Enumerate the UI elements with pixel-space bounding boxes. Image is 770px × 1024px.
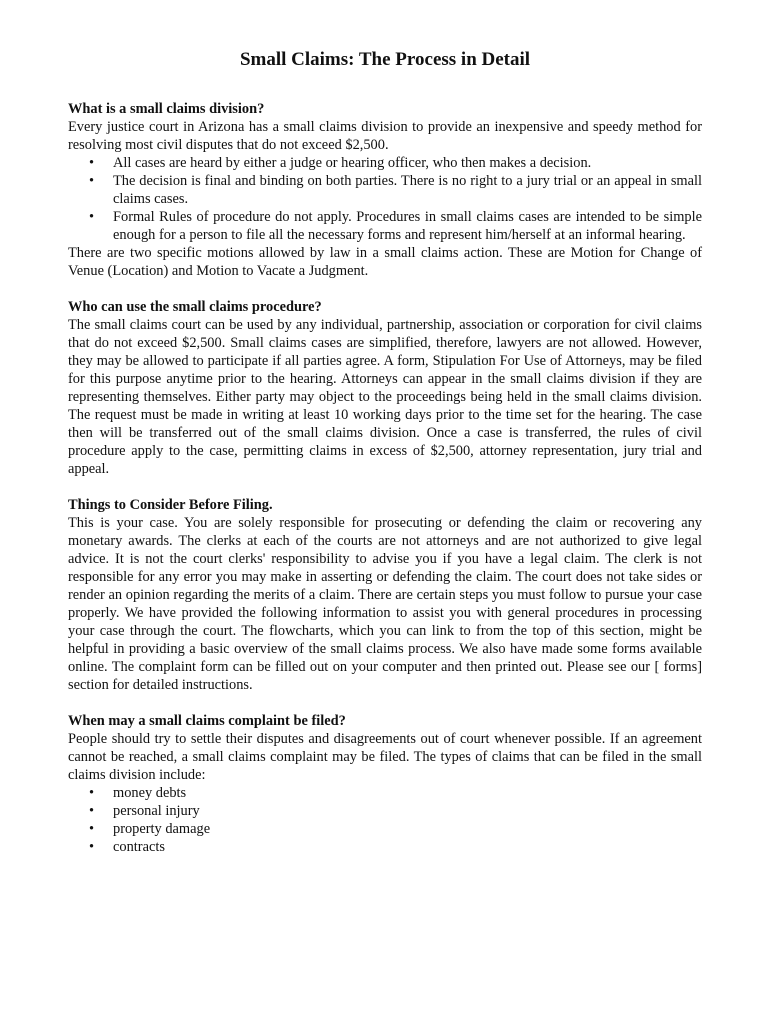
- section-heading: Things to Consider Before Filing.: [68, 497, 273, 513]
- section-paragraph: The small claims court can be used by any individual, partnership, association or corporation for civil claims that do not exceed $2,500. Small claims cases are simplified, therefore, lawyers are not allowed. However, they may be allowed to participate if all parties agree. A form, Stipulation For Use of Attorneys, may be filed for this purpose anytime prior to the hearing. Attorneys can appear in the small claims division if they are representing themselves. Either party may object to the proceedings being held in the small claims division. The request must be made in writing at least 10 working days prior to the time set for the hearing. The case then will be transferred out of the small claims division. Once a case is transferred, the rules of civil procedure apply to the case, permitting claims in excess of $2,500, attorney representation, jury trial and appeal.: [68, 317, 702, 477]
- list-item: [89, 784, 702, 802]
- bullet-icon: •: [89, 839, 95, 855]
- document-title: Small Claims: The Process in Detail: [239, 49, 531, 70]
- list-item: [89, 172, 702, 208]
- list-item: [89, 820, 702, 838]
- list-item-text: personal injury: [113, 803, 200, 819]
- section-when-filed: [68, 712, 702, 856]
- section-who-can-use: [68, 298, 702, 478]
- section-paragraph: There are two specific motions allowed by law in a small claims action. These are Motion for Change of Venue (Location) and Motion to Vacate a Judgment.: [68, 245, 702, 279]
- bullet-icon: •: [89, 173, 95, 189]
- section-things-to-consider: [68, 496, 702, 694]
- section-heading: When may a small claims complaint be filed?: [68, 713, 346, 729]
- bullet-icon: •: [89, 155, 95, 171]
- section-paragraph: This is your case. You are solely responsible for prosecuting or defending the claim or recovering any monetary awards. The clerks at each of the courts are not attorneys and are not authorized to give legal advice. It is not the court clerks' responsibility to advise you if you have a legal claim. The clerk is not responsible for any error you may make in asserting or defending the claim. The court does not take sides or render an opinion regarding the merits of a claim. There are certain steps you must follow to pursue your case properly. We have provided the following information to assist you with general procedures in processing your case through the court. The flowcharts, which you can link to from the top of this section, might be helpful in providing a basic overview of the small claims process. We also have made some forms available online. The complaint form can be filled out on your computer and then printed out. Please see our [ forms] section for detailed instructions.: [68, 515, 702, 693]
- list-item-text: money debts: [113, 785, 187, 801]
- bullet-list: [68, 784, 702, 856]
- bullet-icon: •: [89, 785, 95, 801]
- list-item: [89, 802, 702, 820]
- section-paragraph: Every justice court in Arizona has a small claims division to provide an inexpensive and speedy method for resolving most civil disputes that do not exceed $2,500.: [68, 119, 702, 153]
- list-item-text: All cases are heard by either a judge or hearing officer, who then makes a decision.: [113, 155, 592, 171]
- list-item: [89, 154, 702, 172]
- list-item-text: contracts: [113, 839, 165, 855]
- list-item-text: Formal Rules of procedure do not apply. Procedures in small claims cases are intended to be simple enough for a person to file all the necessary forms and represent him/herself at an informal hearing.: [113, 209, 702, 243]
- bullet-icon: •: [89, 821, 95, 837]
- bullet-icon: •: [89, 803, 95, 819]
- list-item: [89, 838, 702, 856]
- section-heading: What is a small claims division?: [68, 101, 265, 117]
- list-item-text: The decision is final and binding on both parties. There is no right to a jury trial or an appeal in small claims cases.: [113, 173, 702, 207]
- document-page: [68, 44, 702, 874]
- section-heading: Who can use the small claims procedure?: [68, 299, 322, 315]
- section-what-is-small-claims: [68, 100, 702, 280]
- list-item: [89, 208, 702, 244]
- section-paragraph: People should try to settle their disputes and disagreements out of court whenever possible. If an agreement cannot be reached, a small claims complaint may be filed. The types of claims that can be filed in the small claims division include:: [68, 731, 702, 783]
- list-item-text: property damage: [113, 821, 211, 837]
- bullet-icon: •: [89, 209, 95, 225]
- bullet-list: [68, 154, 702, 244]
